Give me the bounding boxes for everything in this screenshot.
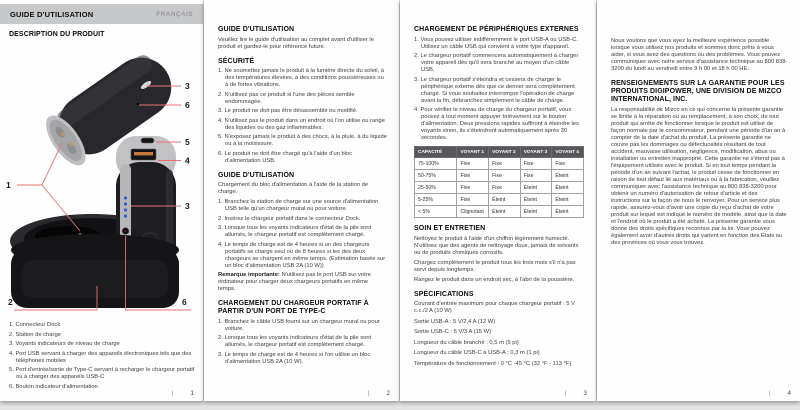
callout-number: 6 [182,297,187,307]
table-row [415,170,584,182]
table-header: VOYANT 4 [552,147,584,158]
guide-item: 4. Le temps de charge est de 4 heures si un des chargeurs portatifs se charge seul ou de 8 heures si les des deux chargeurs se chargent en même temps. (Estimation basée sur un bloc d'alimentation USB 2A (10 W)) [218,241,386,269]
page-3 [400,0,596,401]
table-row [415,158,584,170]
spec-line: Longueur du câble USB-C à USB-A : 0,3 m (1 pi) [414,350,540,356]
table-cell: 5-25% [415,194,457,206]
table-cell: 75-100% [415,158,457,170]
care-paragraph: Chargez complètement le produit tous les trois mois s'il n'a pas servi depuis longtemps. [414,259,576,273]
guide-item: 1. Branchez la station de charge sur une source d'alimentation USB telle qu'un chargeur mural ou pour voiture. [218,199,379,212]
care-paragraph: Rangez le produit dans un endroit sec, à l'abri de la poussière. [414,276,575,283]
table-cell: Fixe [489,158,521,170]
usb-c-port [141,138,154,143]
table-cell: Éteint [489,206,521,218]
page-1 [0,0,203,401]
security-item: 1. Ne soumettez jamais le produit à la lumière directe du soleil, à des températures élevées, à des conditions poussiéreuses ou à de fortes vibrations. [218,68,384,88]
table-header: VOYANT 2 [489,147,521,158]
page-number: 3 [583,390,587,397]
language-label: FRANÇAIS [156,10,193,18]
table-cell: Éteint [552,206,584,218]
table-cell: Éteint [520,194,552,206]
spec-line: Longueur du câble branché : 0,5 m (5 pi) [414,339,519,346]
page-footer [172,390,194,397]
page-number: 1 [190,390,194,397]
product-illustration [0,46,203,318]
external-item: 4. Pour vérifier le niveau de charge du chargeur portatif, vous pouvez à tout moment appuyer brièvement sur le bouton d'alimentation. Deux pressions rapides suffiront à éteindre les voyants sinon, ils s'éteindront automatiquement après 30 secondes. [414,107,579,141]
table-header-row [415,147,584,158]
legend-item: 6. Bouton indicateur d'alimentation [9,383,98,390]
table-cell: < 5% [415,206,457,218]
table-row [415,182,584,194]
security-item: 6. Le produit ne doit être chargé qu'à l'aide d'un bloc d'alimentation USB. [218,150,353,164]
security-item: 2. N'utilisez pas ce produit si l'une des pièces semble endommagée. [218,91,355,105]
callout-number: 2 [8,297,13,307]
callout-number: 6 [185,100,190,110]
legend-item: 5. Port d'entrée/sortie de Type-C servant à recharger le chargeur portatif ou à charger des appareils USB-C [9,367,195,380]
important-note [218,272,387,293]
support-paragraph: Nous voulons que vous ayez la meilleure expérience possible lorsque vous utilisez nos produits et sommes donc prêts à vous aider, si vous avez des questions ou des problèmes. Vous pouvez communiquer avec notre service d'assistance technique au 800 838-3200 du lundi au vendredi entre 9 h 00 et 18 h 00 HE. [611,38,788,72]
security-item: 5. N'exposez jamais le produit à des chocs, à la pluie, à du liquide ou à la moisissure. [218,134,387,147]
security-item: 4. N'utilisez pas le produit dans un endroit où l'on utilise ou range des liquides ou des gaz inflammables. [218,117,385,131]
typec-item: 1. Branchez le câble USB fourni sur un chargeur mural ou pour voiture. [218,318,380,332]
page-4 [597,0,800,401]
table-cell: Fixe [457,182,489,194]
table-cell: Fixe [520,170,552,182]
table-cell: Fixe [552,158,584,170]
table-cell: 25-50% [415,182,457,194]
page-number: 2 [386,390,390,397]
header-bar [0,4,203,24]
specs-title: SPÉCIFICATIONS [414,290,474,298]
table-cell: Fixe [457,194,489,206]
legend-item: 3. Voyants indicateurs de niveau de charge [9,341,120,347]
table-cell: Éteint [552,194,584,206]
table-cell: Éteint [520,206,552,218]
callout-number: 5 [185,137,190,147]
security-title: SÉCURITÉ [218,57,255,65]
dock-contact-pin [69,142,72,145]
footer-divider: | [367,390,370,397]
table-header: VOYANT 1 [457,147,489,158]
table-header: VOYANT 3 [520,147,552,158]
external-item: 3. Le chargeur portatif s'éteindra et cessera de charger le périphérique externe dès que ce dernier sera complètement chargé. Si vous souhaitez interrompre l'opération de charge avant la fin, débranchez simplement le câble de charge. [414,76,575,104]
security-item: 3. Le produit ne doit pas être désassemblé ou modifié. [218,108,358,114]
table-cell: Éteint [552,170,584,182]
spec-line: Température de fonctionnement : 0 °C -45 °C (32 °F - 113 °F) [414,360,572,367]
spec-line: Courant d'entrée maximum pour chaque chargeur portatif : 5 V c.c./2 A (10 W) [414,301,575,314]
external-item: 1. Vous pouvez utiliser indifféremment le port USB-A ou USB-C. Utilisez un câble USB qui convient à votre type d'appareil. [414,36,578,50]
guide-item: 3. Lorsque tous les voyants indicateurs d'état de la pile sont allumés, le chargeur portatif est complètement chargé. [218,225,372,238]
table-row [415,194,584,206]
guide-title: GUIDE D'UTILISATION [218,171,295,179]
table-cell: Fixe [489,182,521,194]
callout-number: 4 [185,155,190,166]
page-footer [769,390,791,397]
dock-contact-pin [61,132,64,135]
table-cell: Éteint [552,182,584,194]
page-number: 4 [787,390,791,397]
legend-item: 2. Station de charge [9,331,61,338]
legend-item: 4. Port USB servant à charger des appareils électroniques tels que des téléphones mobiles [9,350,192,364]
manual-title: GUIDE D'UTILISATION [10,9,94,19]
charging-dock-front [11,234,179,308]
external-charging-title: CHARGEMENT DE PÉRIPHÉRIQUES EXTERNES [414,26,579,33]
footer-divider: | [171,390,174,397]
spec-line: Sortie USB-C : 5 V/3 A (15 W) [414,329,491,335]
table-header: CAPACITÉ [415,147,457,158]
footer-divider: | [768,390,771,397]
table-cell: Fixe [520,158,552,170]
page-footer [368,390,390,397]
table-cell: 50-75% [415,170,457,182]
callout-number: 3 [185,201,190,211]
callout-number: 1 [6,180,11,190]
table-cell: Éteint [489,194,521,206]
table-cell: Clignotant [457,206,489,218]
battery-level-table [414,146,584,218]
typec-item: 2. Lorsque tous les voyants indicateurs d'état de la pile sont allumés, le chargeur portatif est complètement chargé. [218,335,372,348]
care-paragraph: Nettoyez le produit à l'aide d'un chiffon légèrement humecté. N'utilisez que des agents de nettoyage doux, jamais de solvants ou de produits chimiques corrosifs. [414,235,579,256]
important-note-label: Remarque importante: [218,272,280,278]
table-row [415,206,584,218]
important-note-text: N'utilisez pas le port USB sur votre ordinateur pour charger deux chargeurs portatifs en même temps. [218,272,371,292]
page-footer [565,390,587,397]
care-title: SOIN ET ENTRETIEN [414,225,486,232]
footer-divider: | [564,390,567,397]
external-item: 2. Le chargeur portatif commencera automatiquement à charger votre appareil dès qu'il sera branché au moyen d'un câble USB. [414,53,579,73]
legend-item: 1. Connecteur Dock [9,322,61,328]
table-cell: Fixe [457,170,489,182]
warranty-paragraph: La responsabilité de Mizco en ce qui concerne la présente garantie se limite à la réparation ou au remplacement, à son choix, de tout produit qui arrête de fonctionner lorsque le produit est utilisé de façon normale par le consommateur, pendant une période d'un an à compter de la date d'achat du produit. La présente garantie ne couvre pas les dommages ou défectuosités résultant de tout accident, mauvaise utilisation, négligence, modification, abus ou installation ou entretien inapproprié. Cette garantie ne s'étend pas à l'équipement utilisés avec le produit. Si en tout temps pendant la période d'un an suivant l'achat, le produit cesse de fonctionner en raison de tout défaut lié aux matériaux ou à la fabrication, veuillez communiquer avec l'assistance technique au 800 838-3200 pour obtenir un numéro d'autorisation de retour d'article et des instructions sur la façon de nous le renvoyer. Pour un service plus rapide, assurez-vous d'avoir une copie du reçu d'achat de votre produit sur lequel est indiqué le numéro de modèle, ainsi que la date et l'endroit où le produit a été acheté. La présente garantie vous donne des droits spécifiques reconnus par la loi. Vous pouvez également avoir d'autres droits qui varient en fonction des États ou des provinces où vous vous trouvez. [611,106,787,246]
spec-line: Sortie USB-A : 5 V/2,4 A (12 W) [414,318,496,325]
callout-number: 3 [185,81,190,91]
table-cell: Fixe [489,170,521,182]
table-cell: Éteint [520,182,552,194]
typec-title: CHARGEMENT DU CHARGEUR PORTATIF À PARTIR D'UN PORT DE TYPE-C [218,300,369,315]
page-2 [204,0,399,401]
warranty-title: RENSEIGNEMENTS SUR LA GARANTIE POUR LES PRODUITS DIGIPOWER, UNE DIVISION DE MIZCO INTERNATIONAL, INC. [611,80,785,103]
usage-intro: Veuillez lire le guide d'utilisation au complet avant d'utiliser le produit et gardez-le pour référence future. [218,36,374,50]
product-legend [9,322,197,393]
product-description-title: DESCRIPTION DU PRODUIT [9,31,105,38]
usage-title: GUIDE D'UTILISATION [218,26,295,33]
guide-intro: Chargement du bloc d'alimentation à l'aide de la station de charge. [218,182,369,195]
guide-item: 2. Insérez le chargeur portatif dans le connecteur Dock. [218,215,361,222]
typec-item: 3. Le temps de charge est de 4 heures si l'on utilise un bloc d'alimentation USB 2A (10 W). [218,351,371,365]
table-cell: Fixe [457,158,489,170]
